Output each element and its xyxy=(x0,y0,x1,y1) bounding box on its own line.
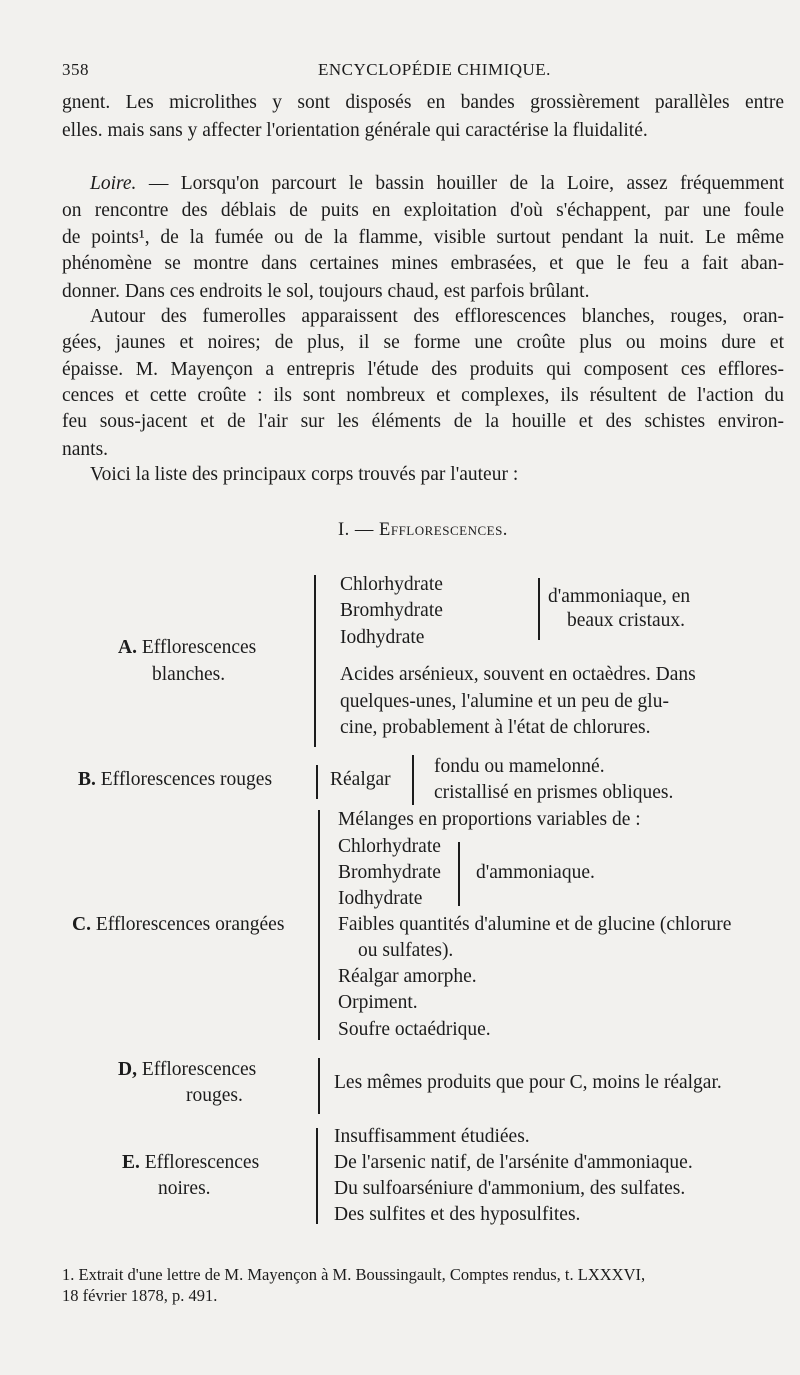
list-item: cristallisé en prismes obliques. xyxy=(434,782,674,803)
category-letter: A. Efflorescences xyxy=(118,637,257,658)
text-line: cences et cette croûte : ils sont nombreux et complexes, ils résultent de l'action du xyxy=(62,385,784,406)
category-label: D, Efflorescences xyxy=(118,1059,257,1080)
section-title-loire: Loire. xyxy=(90,173,137,194)
list-item: Des sulfites et des hyposulfites. xyxy=(334,1204,581,1225)
brace xyxy=(458,842,460,906)
list-item: Acides arsénieux, souvent en octaèdres. Dans xyxy=(340,664,696,685)
list-item: Soufre octaédrique. xyxy=(338,1019,491,1040)
category-label: noires. xyxy=(158,1178,211,1199)
text-line: épaisse. M. Mayençon a entrepris l'étude des produits qui composent ces efflores- xyxy=(62,359,784,380)
salt-note: d'ammoniaque, en xyxy=(548,586,691,607)
page-number: 358 xyxy=(62,60,89,79)
loire-paragraph-first-line: Loire. — Lorsqu'on parcourt le bassin houiller de la Loire, assez fréquemment xyxy=(90,173,784,194)
text-line: feu sous-jacent et de l'air sur les éléments de la houille et des schistes environ- xyxy=(62,411,784,432)
list-item: Insuffisamment étudiées. xyxy=(334,1126,530,1147)
list-item: Mélanges en proportions variables de : xyxy=(338,809,641,830)
list-item: ou sulfates). xyxy=(358,940,454,961)
salt-note: d'ammoniaque. xyxy=(476,862,595,883)
salt-name: Chlorhydrate xyxy=(338,836,441,857)
text-line: donner. Dans ces endroits le sol, toujours chaud, est parfois brûlant. xyxy=(62,281,590,302)
running-title: ENCYCLOPÉDIE CHIMIQUE. xyxy=(318,60,551,79)
salt-name: Chlorhydrate xyxy=(340,574,443,595)
text-line: Autour des fumerolles apparaissent des efflorescences blanches, rouges, oran- xyxy=(90,306,784,327)
brace xyxy=(538,578,540,640)
list-heading: I. — Efflorescences. xyxy=(338,520,508,540)
salt-name: Iodhydrate xyxy=(340,627,425,648)
text-line: nants. xyxy=(62,439,109,460)
text-line: gnent. Les microlithes y sont disposés en bandes grossièrement parallèles entre xyxy=(62,92,784,113)
text-line: de points¹, de la fumée ou de la flamme, visible surtout pendant la nuit. Le même xyxy=(62,227,784,248)
list-item: Orpiment. xyxy=(338,992,418,1013)
brace xyxy=(316,765,318,799)
brace xyxy=(318,1058,320,1114)
category-label: C. Efflorescences orangées xyxy=(72,914,285,935)
brace xyxy=(316,1128,318,1224)
list-item: quelques-unes, l'alumine et un peu de glu- xyxy=(340,691,669,712)
list-item: De l'arsenic natif, de l'arsénite d'ammoniaque. xyxy=(334,1152,693,1173)
text-line: phénomène se montre dans certaines mines embrasées, et que le feu a fait aban- xyxy=(62,253,784,274)
salt-note: beaux cristaux. xyxy=(567,610,686,631)
salt-name: Bromhydrate xyxy=(340,600,443,621)
text-line: gées, jaunes et noires; de plus, il se forme une croûte plus ou moins dure et xyxy=(62,332,784,353)
brace xyxy=(412,755,414,805)
list-item: Faibles quantités d'alumine et de glucine (chlorure xyxy=(338,914,732,935)
footnote-line: 18 février 1878, p. 491. xyxy=(62,1286,218,1305)
salt-name: Bromhydrate xyxy=(338,862,441,883)
brace xyxy=(318,810,320,1040)
brace xyxy=(314,575,316,747)
list-item: Réalgar amorphe. xyxy=(338,966,477,987)
text-line: elles. mais sans y affecter l'orientation générale qui caractérise la fluidalité. xyxy=(62,120,648,141)
text-line: on rencontre des déblais de puits en exploitation d'où s'échappent, par une foule xyxy=(62,200,784,221)
list-item: Réalgar xyxy=(330,769,391,790)
list-item: fondu ou mamelonné. xyxy=(434,756,605,777)
category-label: blanches. xyxy=(152,664,226,685)
salt-name: Iodhydrate xyxy=(338,888,423,909)
category-label: E. Efflorescences xyxy=(122,1152,260,1173)
list-item: Les mêmes produits que pour C, moins le réalgar. xyxy=(334,1072,722,1093)
footnote-line: 1. Extrait d'une lettre de M. Mayençon à M. Boussingault, Comptes rendus, t. LXXXVI, xyxy=(62,1265,646,1284)
category-label: B. Efflorescences rouges xyxy=(78,769,273,790)
text-line: Voici la liste des principaux corps trouvés par l'auteur : xyxy=(90,464,519,485)
list-item: Du sulfoarséniure d'ammonium, des sulfates. xyxy=(334,1178,686,1199)
category-label: rouges. xyxy=(186,1085,243,1106)
list-item: cine, probablement à l'état de chlorures. xyxy=(340,717,651,738)
